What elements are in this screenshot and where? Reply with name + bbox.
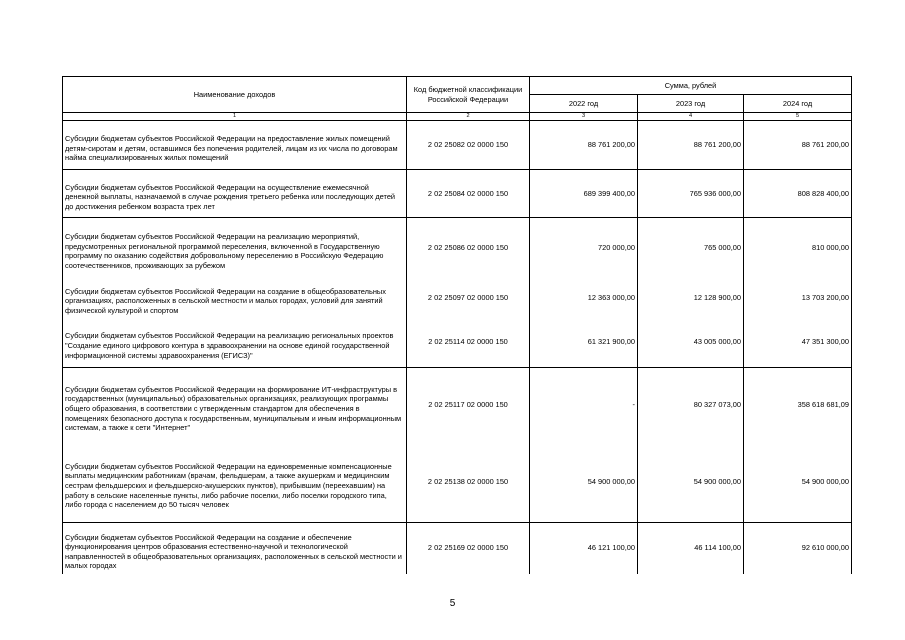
amount-2023: 765 936 000,00 bbox=[638, 170, 744, 218]
table-row bbox=[63, 170, 852, 218]
amount-2024: 88 761 200,00 bbox=[744, 121, 852, 170]
budget-code: 2 02 25086 02 0000 150 bbox=[407, 218, 530, 278]
budget-code: 2 02 25138 02 0000 150 bbox=[407, 443, 530, 523]
amount-2022: 720 000,00 bbox=[530, 218, 638, 278]
amount-2024: 808 828 400,00 bbox=[744, 170, 852, 218]
income-name: Субсидии бюджетам субъектов Российской Федерации на единовременные компенсационные выплаты медицинским работникам (врачам, фельдшерам, а также акушеркам и медицинским сестрам фельдшерских и фельдшерско-акушерских пунктов), прибывшим (переехавшим) на работу в сельские населенные пункты, либо рабочие поселки, либо поселки городского типа, либо города с населением до 50 тысяч человек bbox=[63, 443, 407, 523]
column-number: 2 bbox=[407, 113, 530, 121]
amount-2023: 46 114 100,00 bbox=[638, 523, 744, 574]
budget-code: 2 02 25082 02 0000 150 bbox=[407, 121, 530, 170]
table-row bbox=[63, 368, 852, 443]
income-name: Субсидии бюджетам субъектов Российской Федерации на создание в общеобразовательных организациях, расположенных в сельской местности и малых городах, условий для занятий физической культурой и спортом bbox=[63, 278, 407, 318]
amount-2024: 54 900 000,00 bbox=[744, 443, 852, 523]
amount-2024: 810 000,00 bbox=[744, 218, 852, 278]
amount-2022: 54 900 000,00 bbox=[530, 443, 638, 523]
table-row bbox=[63, 523, 852, 574]
column-number: 4 bbox=[638, 113, 744, 121]
amount-2022: 12 363 000,00 bbox=[530, 278, 638, 318]
income-name: Субсидии бюджетам субъектов Российской Федерации на реализацию региональных проектов "Создание единого цифрового контура в здравоохранении на основе единой государственной информационной системы здравоохранения (ЕГИСЗ)" bbox=[63, 318, 407, 368]
amount-2024: 13 703 200,00 bbox=[744, 278, 852, 318]
amount-2023: 80 327 073,00 bbox=[638, 368, 744, 443]
table-row bbox=[63, 278, 852, 318]
column-number: 3 bbox=[530, 113, 638, 121]
income-name: Субсидии бюджетам субъектов Российской Федерации на реализацию мероприятий, предусмотренных региональной программой переселения, включенной в Государственную программу по оказанию содействия добровольному переселению в Российскую Федерацию соотечественников, проживающих за рубежом bbox=[63, 218, 407, 278]
budget-code: 2 02 25084 02 0000 150 bbox=[407, 170, 530, 218]
table-row bbox=[63, 443, 852, 523]
header-budget-code: Код бюджетной классификации Российской Федерации bbox=[407, 77, 530, 113]
amount-2022: 689 399 400,00 bbox=[530, 170, 638, 218]
income-name: Субсидии бюджетам субъектов Российской Федерации на осуществление ежемесячной денежной выплаты, назначаемой в случае рождения третьего ребенка или последующих детей до достижения ребенком возраста трех лет bbox=[63, 170, 407, 218]
header-year-2024: 2024 год bbox=[744, 95, 852, 113]
amount-2022: 46 121 100,00 bbox=[530, 523, 638, 574]
column-number: 5 bbox=[744, 113, 852, 121]
column-number: 1 bbox=[63, 113, 407, 121]
amount-2022: 88 761 200,00 bbox=[530, 121, 638, 170]
table-row bbox=[63, 318, 852, 368]
header-income-name: Наименование доходов bbox=[63, 77, 407, 113]
income-name: Субсидии бюджетам субъектов Российской Федерации на создание и обеспечение функционирования центров образования естественно-научной и технологической направленностей в общеобразовательных организациях, расположенных в сельской местности и малых городах bbox=[63, 523, 407, 574]
income-name: Субсидии бюджетам субъектов Российской Федерации на предоставление жилых помещений детям-сиротам и детям, оставшимся без попечения родителей, лицам из их числа по договорам найма специализированных жилых помещений bbox=[63, 121, 407, 170]
page-number: 5 bbox=[449, 598, 456, 609]
amount-2024: 358 618 681,09 bbox=[744, 368, 852, 443]
header-amount: Сумма, рублей bbox=[530, 77, 852, 95]
header-year-2022: 2022 год bbox=[530, 95, 638, 113]
budget-revenue-table bbox=[62, 76, 852, 574]
amount-2022: 61 321 900,00 bbox=[530, 318, 638, 368]
budget-code: 2 02 25114 02 0000 150 bbox=[407, 318, 530, 368]
budget-code: 2 02 25097 02 0000 150 bbox=[407, 278, 530, 318]
amount-2022: - bbox=[530, 368, 638, 443]
budget-code: 2 02 25117 02 0000 150 bbox=[407, 368, 530, 443]
amount-2023: 12 128 900,00 bbox=[638, 278, 744, 318]
amount-2023: 88 761 200,00 bbox=[638, 121, 744, 170]
budget-code: 2 02 25169 02 0000 150 bbox=[407, 523, 530, 574]
amount-2024: 47 351 300,00 bbox=[744, 318, 852, 368]
table-row bbox=[63, 121, 852, 170]
header-year-2023: 2023 год bbox=[638, 95, 744, 113]
amount-2024: 92 610 000,00 bbox=[744, 523, 852, 574]
amount-2023: 43 005 000,00 bbox=[638, 318, 744, 368]
table-row bbox=[63, 218, 852, 278]
income-name: Субсидии бюджетам субъектов Российской Федерации на формирование ИТ-инфраструктуры в государственных (муниципальных) образовательных организациях, реализующих программы общего образования, в соответствии с утвержденным стандартом для обеспечения в помещениях безопасного доступа к государственным, муниципальным и иным информационным системам, а также к сети "Интернет" bbox=[63, 368, 407, 443]
amount-2023: 54 900 000,00 bbox=[638, 443, 744, 523]
amount-2023: 765 000,00 bbox=[638, 218, 744, 278]
